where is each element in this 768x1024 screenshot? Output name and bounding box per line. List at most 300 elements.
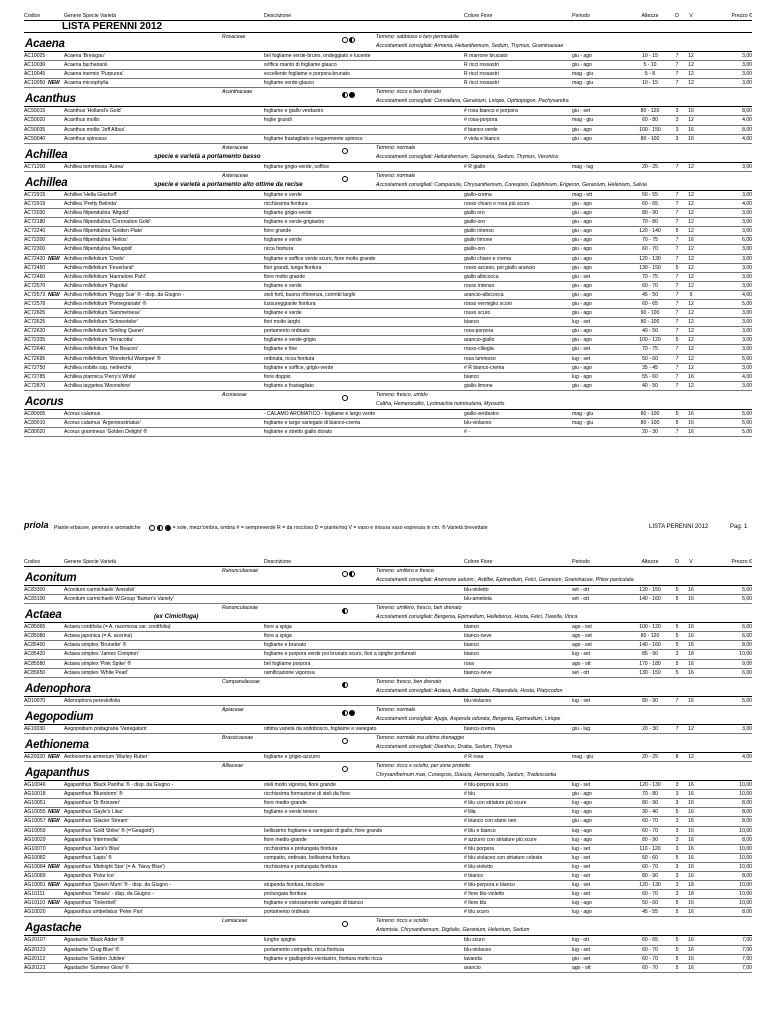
plant-name: Agastache 'Summer Glow' ® — [64, 964, 129, 971]
plant-name: Achillea millefolium 'Peggy Sue' ® - disp. da Giugno - — [64, 291, 185, 298]
cell-d: 5 — [675, 669, 679, 676]
cell-period: lug - set — [572, 319, 591, 326]
cell-price: 8,00 — [742, 642, 752, 649]
cell-color: rosa luminoso — [464, 355, 496, 362]
plant-name: Actaea cordifolia (= A. racemosa var. cordifolia) — [64, 624, 171, 631]
cell-spacer — [698, 309, 718, 317]
cell-color: lavanda — [464, 955, 482, 962]
plant-name: Achillea filipendulina 'Altgold' — [64, 210, 130, 217]
genus-header — [24, 33, 752, 52]
cell-v: 12 — [688, 310, 694, 317]
plant-name: Agapanthus 'Dr Brouwer' — [64, 800, 121, 807]
cell-period: giu - ago — [572, 310, 592, 317]
genus-subtitle: (ex Cimicifuga) — [154, 613, 199, 621]
table-row — [24, 227, 752, 236]
family-name: Brassicaceae — [222, 734, 254, 741]
cell-spacer — [698, 382, 718, 390]
cell-period: giu - lug — [572, 725, 591, 732]
cell-v: 12 — [688, 282, 694, 289]
cell-spacer — [698, 890, 718, 898]
cell-color: # azzurro con striature più scure — [464, 836, 537, 843]
cell-name — [64, 52, 264, 60]
cell-period: lug - ago — [572, 900, 592, 907]
cell-name — [64, 209, 264, 217]
exposure-icons — [342, 921, 348, 927]
cell-v: 12 — [688, 191, 694, 198]
cell-height: 80 - 90 — [642, 836, 658, 843]
plant-name: Achillea ptarmica 'Perry's White' — [64, 373, 137, 380]
cell-period: mag - giu — [572, 80, 594, 87]
cell-price: 10,00 — [739, 827, 752, 834]
col-description: Descrizione — [264, 13, 292, 19]
plant-name: Actaea simplex 'James Compton' — [64, 651, 139, 658]
cell-spacer — [698, 836, 718, 844]
cell-period: ago - ott — [572, 964, 591, 971]
cell-color: # blu-porpora e bianco — [464, 882, 515, 889]
cell-price: 10,00 — [739, 891, 752, 898]
table-row — [24, 116, 752, 125]
cell-code: AC71200 — [24, 163, 46, 170]
cell-name — [64, 345, 264, 353]
cell-color: # bianco — [464, 872, 484, 879]
genus-header — [24, 678, 752, 697]
cell-period: lug - set — [572, 863, 591, 870]
cell-price: 5,00 — [742, 420, 752, 426]
cell-code: AC72625 — [24, 319, 46, 326]
cell-v: 16 — [688, 642, 694, 649]
plant-name: Agapanthus umbellatus 'Peter Pan' — [64, 909, 144, 916]
table-row — [24, 163, 752, 172]
table-row — [24, 70, 752, 79]
col-description: Descrizione — [264, 559, 292, 565]
cell-d: 3 — [675, 891, 679, 898]
cell-price: 8,00 — [742, 800, 752, 807]
cell-code: AC85650 — [24, 669, 46, 676]
exposure-icons — [342, 766, 348, 772]
cell-price: 4,00 — [742, 373, 752, 380]
cell-price: 8,00 — [742, 108, 752, 115]
genus-header — [24, 706, 752, 725]
legend — [54, 525, 488, 531]
cell-height: 60 - 70 — [642, 246, 658, 253]
sun-icon — [342, 766, 348, 772]
cell-spacer — [698, 135, 718, 143]
half-shade-icon — [349, 571, 355, 577]
companion-plants: Accostamenti consigliati: Convallaria, Geranium, Liriope, Ophiopogon, Pachysandra — [376, 98, 569, 105]
cell-description: fogliame e giallognolo-verdastro, fioritura molto ricca — [264, 955, 383, 962]
cell-v: 16 — [688, 237, 694, 244]
cell-name — [48, 881, 264, 889]
cell-price: 10,00 — [739, 845, 752, 852]
half-shade-icon — [342, 92, 348, 98]
cell-height: 120 - 150 — [639, 587, 661, 593]
sun-icon — [149, 525, 155, 531]
plant-name: Achillea millefolium 'Terracotta' — [64, 337, 134, 344]
table-row — [24, 61, 752, 70]
cell-period: giu - ago — [572, 328, 592, 335]
cell-color: arancio-giallo — [464, 337, 495, 344]
cell-color: # blu-violaceo con striature celeste — [464, 854, 543, 861]
cell-description: soffice manto di fogliame glauco — [264, 62, 337, 69]
cell-v: 16 — [688, 410, 694, 417]
cell-spacer — [698, 245, 718, 253]
cell-code: AC72300 — [24, 246, 46, 253]
cell-height: 130 - 150 — [639, 669, 661, 676]
cell-price: 8,00 — [742, 909, 752, 916]
cell-description: fogliame verde-glauco — [264, 80, 315, 87]
new-badge: NEW — [48, 255, 60, 262]
cell-spacer — [698, 650, 718, 658]
cell-name — [64, 623, 264, 631]
cell-color: giallo intenso — [464, 228, 494, 235]
cell-d: 3 — [675, 791, 679, 798]
genus-name: Adenophora — [25, 682, 91, 695]
cell-spacer — [698, 227, 718, 235]
cell-period: giu - ago — [572, 200, 592, 207]
cell-period: lug - set — [572, 854, 591, 861]
cell-price: 4,00 — [742, 200, 752, 207]
cell-v: 12 — [688, 210, 694, 217]
cell-description: portamento ordinato — [264, 909, 310, 916]
cell-description: fogliame e grigio-azzurro — [264, 753, 321, 760]
cell-v: 12 — [688, 219, 694, 226]
table-row — [24, 79, 752, 88]
plant-name: Agastache 'Black Adder' ® — [64, 937, 124, 944]
family-name: Acanthaceae — [222, 89, 253, 96]
exposure-icons — [342, 148, 348, 154]
plant-name: Acanthus 'Holland's Gold' — [64, 108, 122, 115]
cell-description: eccellente fogliame e porpora-brunato — [264, 71, 350, 78]
cell-d: 3 — [675, 117, 679, 124]
cell-color: blu-violaceo — [464, 420, 492, 426]
plant-name: Aconitum carmichaelii 'Arendsii' — [64, 587, 136, 593]
cell-code: AC72750 — [24, 364, 46, 371]
table-row — [24, 863, 752, 872]
cell-height: 60 - 70 — [642, 863, 658, 870]
cell-height: 20 - 30 — [642, 725, 658, 732]
table-row — [24, 327, 752, 336]
cell-code: AC72420 — [24, 255, 46, 262]
cell-description: fogliame e verde — [264, 310, 302, 317]
cell-spacer — [698, 845, 718, 853]
col-color: Colore Fiore — [464, 13, 493, 19]
cell-price: 8,00 — [742, 836, 752, 843]
cell-v: 12 — [688, 725, 694, 732]
cell-spacer — [698, 641, 718, 649]
cell-description: foglie grandi — [264, 117, 292, 124]
plant-name: Agapanthus 'Tinkerbell' — [64, 900, 117, 907]
cell-period: mag - ott — [572, 191, 593, 198]
cell-d: 7 — [675, 237, 679, 244]
table-row — [24, 845, 752, 854]
cell-description: fogliame e giallo verdastro — [264, 108, 324, 115]
cell-price: 3,00 — [742, 337, 752, 344]
cell-price: 7,00 — [742, 964, 752, 971]
plant-name: Agapanthus 'Bluestorm' ® — [64, 791, 123, 798]
cell-spacer — [698, 191, 718, 199]
cell-height: 60 - 70 — [642, 818, 658, 825]
cell-spacer — [698, 669, 718, 677]
exposure-icons — [342, 395, 348, 401]
cell-color: # bianco-verde — [464, 126, 498, 133]
cell-price: 3,00 — [742, 364, 752, 371]
cell-price: 5,00 — [742, 355, 752, 362]
cell-code: AC72785 — [24, 373, 46, 380]
cell-d: 7 — [675, 328, 679, 335]
plant-name: Agapanthus 'Polar Ice' — [64, 872, 115, 879]
plant-name: Acorus calamus 'Argenteostriatus' — [64, 420, 141, 426]
cell-height: 70 - 75 — [642, 346, 658, 353]
cell-color: # blu-porpora scuro — [464, 782, 509, 789]
table-row — [24, 632, 752, 641]
cell-description: lussureggiante fioritura — [264, 300, 316, 307]
cell-code: AC72240 — [24, 228, 46, 235]
cell-period: mag - giu — [572, 410, 594, 417]
plant-name: Achillea millefolium 'Schneeteler' — [64, 319, 138, 326]
cell-color: giallo-oro — [464, 246, 485, 253]
cell-color: # blu — [464, 791, 476, 798]
cell-period: ago - ott — [572, 660, 591, 667]
plant-name: Agapanthus 'Midnight Star' (= A. 'Navy Blue') — [64, 863, 165, 870]
genus-name: Agapanthus — [25, 767, 90, 780]
plant-name: Achillea filipendulina 'Golden Plate' — [64, 228, 143, 235]
cell-code: AG10111 — [24, 891, 45, 898]
cell-spacer — [698, 345, 718, 353]
cell-description: fiore a spiga — [264, 633, 292, 640]
cell-d: 7 — [675, 725, 679, 732]
tagline: Piante erbacee, perenni e aromatiche — [54, 525, 141, 531]
cell-name — [48, 291, 264, 299]
cell-d: 3 — [675, 108, 679, 115]
cell-period: ago - set — [572, 633, 592, 640]
plant-name: Acaena inermis 'Purpurea' — [64, 71, 124, 78]
plant-name: Agapanthus 'Queen Mum' ® - disp. da Giugno - — [64, 882, 172, 889]
soil-info: Terreno: ricco e sciolto — [376, 918, 428, 925]
cell-height: 100 - 120 — [639, 337, 661, 344]
cell-name — [64, 955, 264, 963]
soil-info: Terreno: normale — [376, 144, 416, 151]
cell-spacer — [698, 428, 718, 436]
cell-spacer — [698, 908, 718, 916]
cell-name — [48, 753, 264, 761]
cell-v: 16 — [688, 791, 694, 798]
table-row — [24, 899, 752, 908]
cell-code: AC72180 — [24, 219, 46, 226]
genus-name: Actaea — [25, 609, 62, 622]
cell-name — [64, 946, 264, 954]
cell-spacer — [698, 419, 718, 427]
table-row — [24, 300, 752, 309]
cell-d: 5 — [675, 937, 679, 944]
half-shade-icon — [157, 525, 163, 531]
cell-period: ago - set — [572, 624, 592, 631]
cell-price: 5,00 — [742, 587, 752, 593]
soil-info: Terreno: normale — [376, 172, 416, 179]
cell-d: 5 — [675, 900, 679, 907]
cell-period: giu - set — [572, 273, 591, 280]
cell-code: AC72573 — [24, 291, 46, 298]
cell-price: 4,00 — [742, 291, 752, 298]
cell-v: 16 — [688, 135, 694, 142]
companion-plants: Accostamenti consigliati: Campanula, Chrysanthemum, Coreopsis, Delphinium, Erigeron, Geranium, Helenium, Salvia — [376, 181, 647, 188]
cell-color: # R giallo — [464, 163, 486, 170]
cell-spacer — [698, 790, 718, 798]
cell-description: ricchissima fioritura — [264, 200, 308, 207]
cell-v: 16 — [688, 946, 694, 953]
plant-name: Achillea taygetea 'Moonshine' — [64, 382, 132, 389]
cell-code: AG20123 — [24, 946, 46, 953]
cell-description: fogliame e vistosamente variegato di bianco — [264, 900, 364, 907]
cell-color: # blu con striature più scure — [464, 800, 527, 807]
cell-period: mag - lug — [572, 163, 594, 170]
table-row — [24, 273, 752, 282]
cell-period: lug - set — [572, 355, 591, 362]
col-color: Colore Fiore — [464, 559, 493, 565]
table-row — [24, 282, 752, 291]
cell-height: 120 - 140 — [639, 228, 661, 235]
table-row — [24, 872, 752, 881]
half-shade-icon — [342, 710, 348, 716]
cell-d: 7 — [675, 80, 679, 87]
cell-d: 5 — [675, 264, 679, 271]
cell-v: 16 — [688, 697, 694, 704]
cell-period: lug - set — [572, 872, 591, 879]
table-row — [24, 586, 752, 595]
cell-price: 6,00 — [742, 237, 752, 244]
half-shade-icon — [342, 608, 348, 614]
cell-height: 60 - 70 — [642, 282, 658, 289]
plant-name: Actaea simplex 'Brunette' ® — [64, 642, 127, 649]
cell-price: 10,00 — [739, 782, 752, 789]
cell-v: 12 — [688, 246, 694, 253]
cell-color: bianco — [464, 373, 480, 380]
cell-description: ricchissima e prolungata fioritura — [264, 845, 338, 852]
table-row — [24, 200, 752, 209]
cell-description: lunghe spighe — [264, 937, 296, 944]
cell-height: 60 - 70 — [642, 891, 658, 898]
cell-spacer — [698, 872, 718, 880]
plant-name: Acanthus mollis 'Jeff Albus' — [64, 126, 126, 133]
cell-height: 80 - 90 — [642, 210, 658, 217]
cell-color: rosso acceso, poi giallo arancio — [464, 264, 536, 271]
cell-description: stupenda fioritura, bicolore — [264, 882, 325, 889]
cell-price: 3,00 — [742, 319, 752, 326]
cell-v: 16 — [688, 955, 694, 962]
table-row — [24, 669, 752, 678]
soil-info: Terreno: umifero, fresco, ben drenato — [376, 605, 462, 612]
plant-name: Aethionema armenum 'Warley Ruber' — [64, 753, 149, 760]
table-row — [24, 318, 752, 327]
table-row — [24, 650, 752, 659]
cell-description: - CALAMO AROMATICO - fogliame e largo verde — [264, 410, 376, 417]
cell-period: lug - ott — [572, 937, 589, 944]
cell-spacer — [698, 725, 718, 733]
cell-price: 8,00 — [742, 809, 752, 816]
cell-height: 60 - 70 — [642, 946, 658, 953]
cell-name — [64, 890, 264, 898]
cell-code: AC10045 — [24, 71, 46, 78]
cell-d: 5 — [675, 642, 679, 649]
cell-code: AG10046 — [24, 782, 46, 789]
table-row — [24, 808, 752, 817]
cell-d: 5 — [675, 909, 679, 916]
footer-title: LISTA PERENNI 2012 — [649, 524, 709, 530]
cell-height: 60 - 65 — [642, 200, 658, 207]
genus-header — [24, 391, 752, 410]
cell-code: AE20020 — [24, 753, 45, 760]
cell-code: AC10030 — [24, 62, 46, 69]
cell-name — [48, 79, 264, 87]
cell-code: AC85400 — [24, 642, 46, 649]
cell-height: 100 - 150 — [639, 126, 661, 133]
plant-name: Aconitum carmichaelii W.Group 'Barker's Variety' — [64, 596, 174, 603]
cell-v: 16 — [688, 596, 694, 603]
cell-color: rosa — [464, 660, 474, 667]
cell-v: 16 — [688, 633, 694, 640]
cell-description: steli forti, buona rifiorenza, corimbi larghi — [264, 291, 356, 298]
cell-d: 3 — [675, 872, 679, 879]
cell-period: mag - giu — [572, 71, 594, 78]
cell-description: fiore medio-grande — [264, 836, 307, 843]
cell-name — [64, 309, 264, 317]
cell-d: 7 — [675, 310, 679, 317]
cell-price: 10,00 — [739, 882, 752, 889]
cell-color: # lilla — [464, 809, 476, 816]
cell-spacer — [698, 697, 718, 705]
plant-name: Achillea filipendulina 'Helios' — [64, 237, 128, 244]
cell-d: 7 — [675, 319, 679, 326]
cell-description: fogliame e soffice, grigio-verde — [264, 364, 334, 371]
cell-price: 3,00 — [742, 328, 752, 335]
table-row — [24, 191, 752, 200]
cell-period: giu - ago — [572, 135, 592, 142]
col-v: V — [689, 559, 693, 565]
table-row — [24, 854, 752, 863]
cell-v: 16 — [688, 827, 694, 834]
cell-price: 4,00 — [742, 117, 752, 124]
cell-height: 40 - 50 — [642, 328, 658, 335]
cell-v: 12 — [688, 300, 694, 307]
cell-name — [64, 936, 264, 944]
cell-v: 12 — [688, 346, 694, 353]
cell-price: 7,00 — [742, 946, 752, 953]
cell-color: blu-violaceo — [464, 946, 492, 953]
soil-info: Terreno: ricco e ben drenato — [376, 89, 441, 96]
cell-price: 9,00 — [742, 660, 752, 667]
plant-name: Actaea japonica (= A. acerina) — [64, 633, 133, 640]
cell-period: set - ott — [572, 587, 589, 593]
plant-name: Adenophora pereskiifolia — [64, 697, 121, 704]
cell-name — [64, 218, 264, 226]
table-row — [24, 291, 752, 300]
cell-v: 16 — [688, 373, 694, 380]
cell-period: giu - ago — [572, 246, 592, 253]
cell-d: 7 — [675, 200, 679, 207]
cell-description: fogliame e verde-grigiastro — [264, 219, 325, 226]
cell-description: fogliame e brunato — [264, 642, 307, 649]
cell-description: fogliame e soffice verde scuro, fiore molto grande — [264, 255, 376, 262]
cell-name — [64, 725, 264, 733]
table-row — [24, 107, 752, 116]
cell-description: fogliame e frastagliato — [264, 382, 314, 389]
plant-name: Agapanthus 'Black Pantha' ® - disp. da Giugno - — [64, 782, 174, 789]
cell-code: AE10030 — [24, 725, 45, 732]
cell-spacer — [698, 899, 718, 907]
cell-spacer — [698, 586, 718, 594]
cell-code: AC50015 — [24, 108, 46, 115]
cell-color: bianco — [464, 624, 480, 631]
family-name: Rosaceae — [222, 34, 246, 40]
